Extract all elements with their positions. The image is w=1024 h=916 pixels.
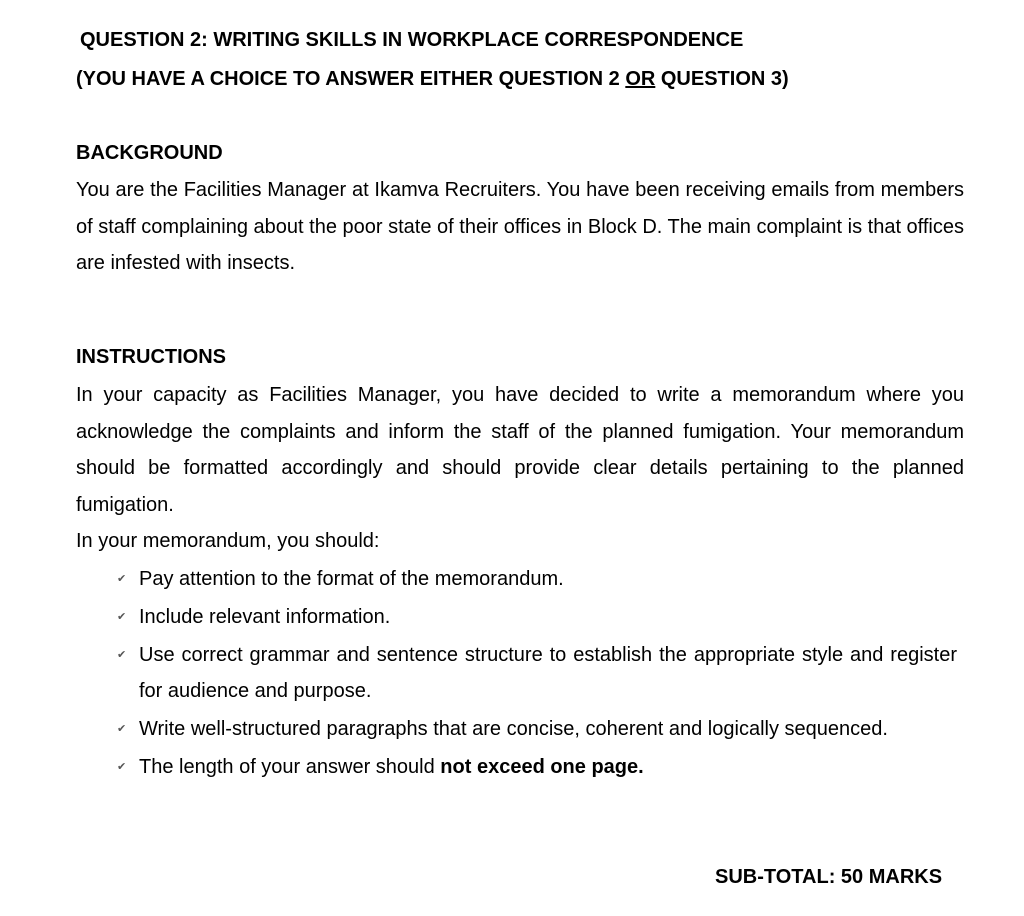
question-title: QUESTION 2: WRITING SKILLS IN WORKPLACE CORRESPONDENCE xyxy=(80,29,744,51)
list-item-text: Write well-structured paragraphs that are concise, coherent and logically sequenced. xyxy=(139,717,888,740)
checkmark-icon: ✔ xyxy=(117,611,127,623)
list-item-text: Use correct grammar and sentence structure to establish the appropriate style and register for audience and purpose. xyxy=(139,644,957,702)
choice-note xyxy=(76,68,789,91)
background-paragraph: You are the Facilities Manager at Ikamva Recruiters. You have been receiving emails from members of staff complaining about the poor state of their offices in Block D. The main complaint is that offices are infested with insects. xyxy=(76,179,964,275)
instructions-lead: In your memorandum, you should: xyxy=(76,530,380,552)
instructions-paragraph: In your capacity as Facilities Manager, you have decided to write a memorandum where you acknowledge the complaints and inform the staff of the planned fumigation. Your memorandum should be formatted accordingly and should provide clear details pertaining to the planned fumigation. xyxy=(76,384,964,517)
list-item xyxy=(114,712,964,748)
checkmark-icon: ✔ xyxy=(117,573,127,585)
list-item-text: Include relevant information. xyxy=(139,606,391,628)
background-heading: BACKGROUND xyxy=(76,142,223,164)
list-item xyxy=(114,638,957,709)
list-item xyxy=(114,562,964,598)
instructions-heading: INSTRUCTIONS xyxy=(76,346,226,368)
list-item xyxy=(114,600,964,636)
list-item-text: The length of your answer should xyxy=(139,755,441,778)
choice-note-end: QUESTION 3) xyxy=(655,68,789,90)
choice-note-start: (YOU HAVE A CHOICE TO ANSWER EITHER QUESTION 2 xyxy=(76,68,626,90)
checkmark-icon: ✔ xyxy=(117,760,127,773)
page-limit-emphasis: not exceed one page. xyxy=(440,755,644,778)
checkmark-icon: ✔ xyxy=(117,649,127,661)
choice-note-or: OR xyxy=(625,68,656,90)
checkmark-icon: ✔ xyxy=(117,722,127,735)
requirements-list xyxy=(114,562,964,788)
list-item-text: Pay attention to the format of the memorandum. xyxy=(139,568,564,590)
list-item xyxy=(114,750,964,786)
subtotal-marks: SUB-TOTAL: 50 MARKS xyxy=(715,866,943,888)
